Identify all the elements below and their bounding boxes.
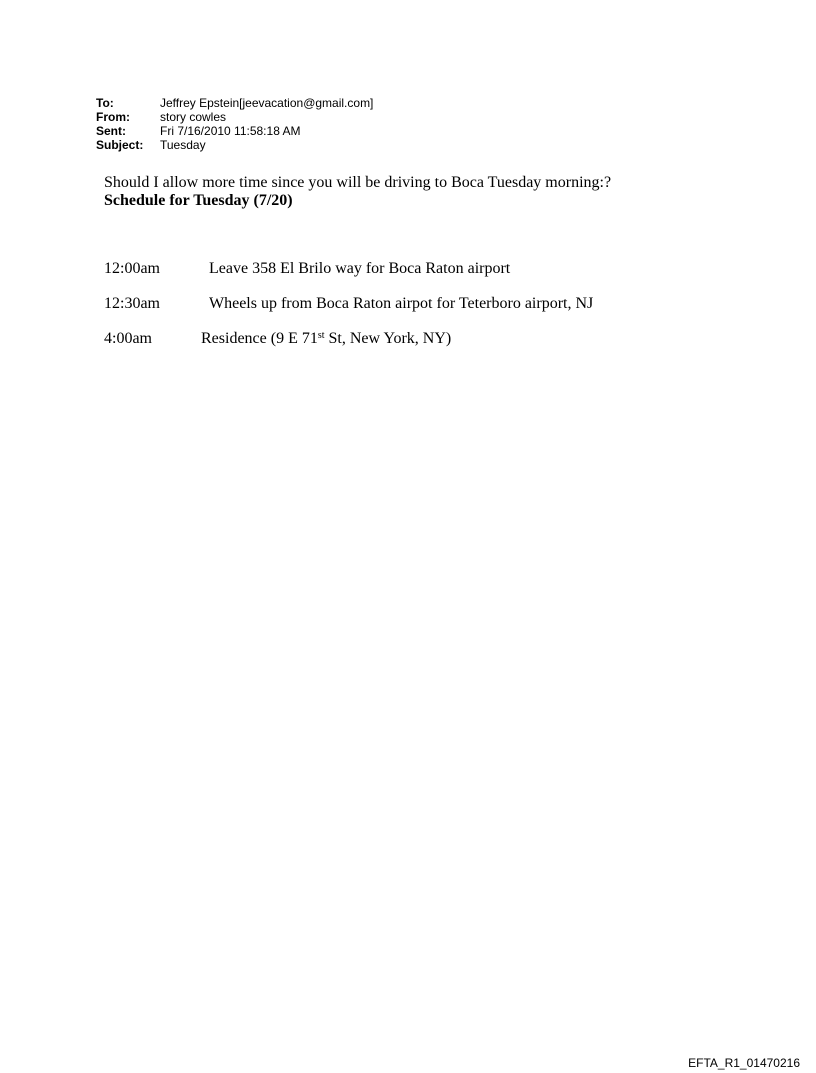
schedule-description bbox=[201, 330, 451, 348]
description-part: St, New York, NY) bbox=[324, 330, 452, 347]
sent-row bbox=[96, 124, 373, 138]
from-label: From: bbox=[96, 110, 130, 124]
schedule-description: Wheels up from Boca Raton airpot for Teterboro airport, NJ bbox=[209, 295, 594, 312]
ordinal-suffix: st bbox=[317, 330, 325, 341]
subject-row bbox=[96, 138, 373, 152]
subject-label: Subject: bbox=[96, 138, 144, 152]
sent-value: Fri 7/16/2010 11:58:18 AM bbox=[160, 124, 301, 138]
schedule-description: Leave 358 El Brilo way for Boca Raton airport bbox=[209, 260, 511, 277]
email-body bbox=[104, 174, 611, 210]
description-part: Residence (9 E 71 bbox=[201, 330, 318, 347]
schedule-time: 4:00am bbox=[104, 330, 152, 347]
to-value: Jeffrey Epstein[jeevacation@gmail.com] bbox=[160, 96, 374, 110]
subject-value: Tuesday bbox=[160, 138, 206, 152]
to-row bbox=[96, 96, 373, 110]
email-header bbox=[96, 96, 373, 152]
sent-label: Sent: bbox=[96, 124, 126, 138]
schedule-heading: Schedule for Tuesday (7/20) bbox=[104, 192, 293, 209]
schedule-time: 12:30am bbox=[104, 295, 160, 312]
to-label: To: bbox=[96, 96, 114, 110]
from-row bbox=[96, 110, 373, 124]
intro-text: Should I allow more time since you will be driving to Boca Tuesday morning:? bbox=[104, 174, 612, 191]
schedule-time: 12:00am bbox=[104, 260, 160, 277]
from-value: story cowles bbox=[160, 110, 227, 124]
document-id: EFTA_R1_01470216 bbox=[688, 1056, 800, 1070]
